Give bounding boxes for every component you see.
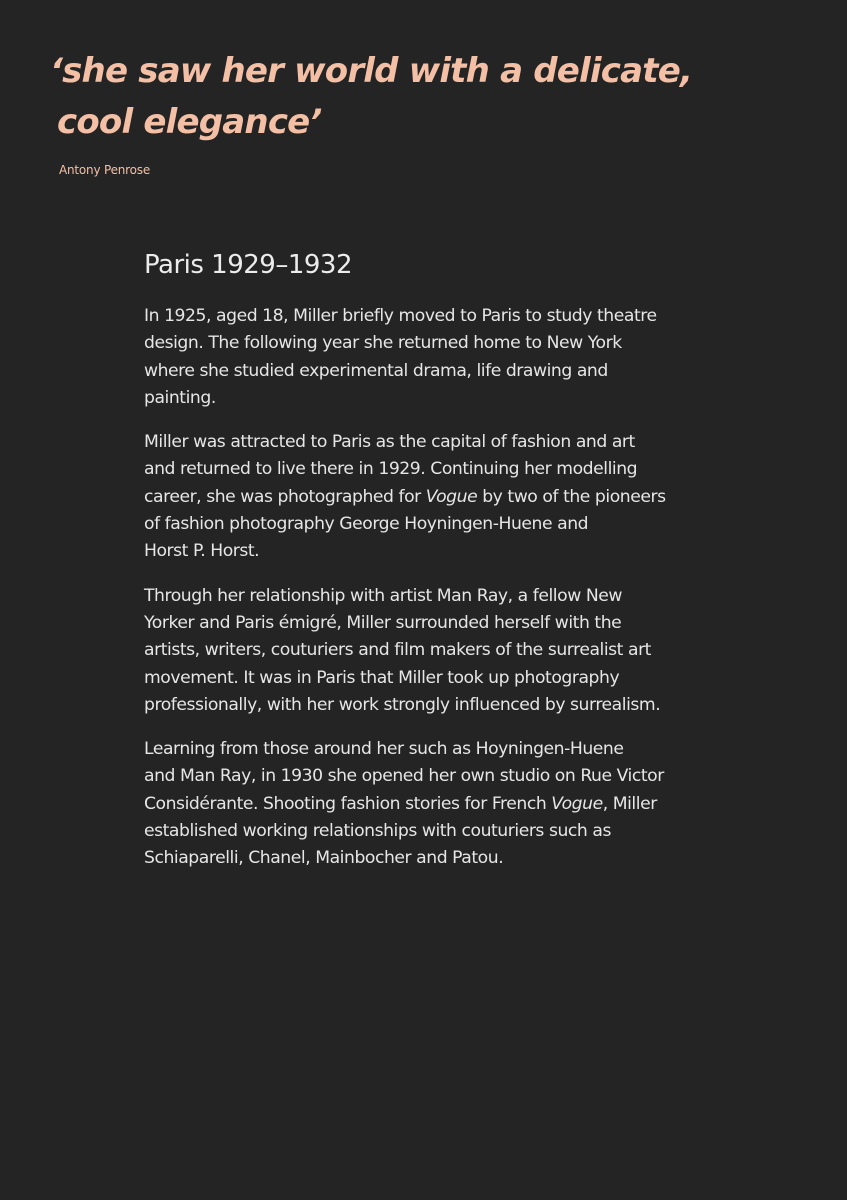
quote-attribution: Antony Penrose xyxy=(59,163,151,177)
paragraph-4-line-4: established working relationships with couturiers such as xyxy=(144,821,611,842)
paragraph-2-line-3-start: career, she was photographed for xyxy=(144,486,426,507)
paragraph-4-line-3 xyxy=(144,791,724,818)
paragraph-3-line-4: movement. It was in Paris that Miller took up photography xyxy=(144,667,620,688)
paragraph-2-line-2: and returned to live there in 1929. Continuing her modelling xyxy=(144,459,638,480)
paragraph-1-line-2: design. The following year she returned home to New York xyxy=(144,333,622,354)
paragraph-3-line-5: professionally, with her work strongly influenced by surrealism. xyxy=(144,694,661,715)
paragraph-4-line-2: and Man Ray, in 1930 she opened her own studio on Rue Victor xyxy=(144,766,664,787)
section-heading: Paris 1929–1932 xyxy=(144,250,353,280)
paragraph-2-line-5: Horst P. Horst. xyxy=(144,541,260,562)
paragraph-2-line-3 xyxy=(144,484,724,511)
paragraph-2-line-1: Miller was attracted to Paris as the capital of fashion and art xyxy=(144,432,635,453)
pull-quote-line-1: ‘she saw her world with a delicate, xyxy=(50,51,693,91)
paragraph-4-line-1: Learning from those around her such as Hoyningen-Huene xyxy=(144,739,624,760)
article xyxy=(144,246,724,890)
paragraph-4-line-5: Schiaparelli, Chanel, Mainbocher and Patou. xyxy=(144,848,504,869)
paragraph-4 xyxy=(144,736,724,872)
paragraph-2-line-4: of fashion photography George Hoyningen-Huene and xyxy=(144,514,589,535)
vogue-title: Vogue xyxy=(425,486,478,507)
paragraph-3-line-3: artists, writers, couturiers and film makers of the surrealist art xyxy=(144,640,651,661)
paragraph-3-line-1: Through her relationship with artist Man Ray, a fellow New xyxy=(144,585,622,606)
paragraph-1-line-4: painting. xyxy=(144,387,216,408)
paragraph-4-line-3-start: Considérante. Shooting fashion stories for French xyxy=(144,793,552,814)
paragraph-3 xyxy=(144,583,724,719)
paragraph-2-line-3-end: by two of the pioneers xyxy=(477,486,666,507)
pull-quote-line-2: cool elegance’ xyxy=(57,102,322,142)
vogue-title: Vogue xyxy=(551,793,603,814)
paragraph-3-line-2: Yorker and Paris émigré, Miller surrounded herself with the xyxy=(144,612,622,633)
pull-quote xyxy=(50,46,810,148)
paragraph-1-line-1: In 1925, aged 18, Miller briefly moved to Paris to study theatre xyxy=(144,306,657,326)
paragraph-4-line-3-end: , Miller xyxy=(602,793,657,814)
paragraph-1 xyxy=(144,303,724,412)
paragraph-2 xyxy=(144,429,724,565)
paragraph-1-line-3: where she studied experimental drama, life drawing and xyxy=(144,360,608,381)
